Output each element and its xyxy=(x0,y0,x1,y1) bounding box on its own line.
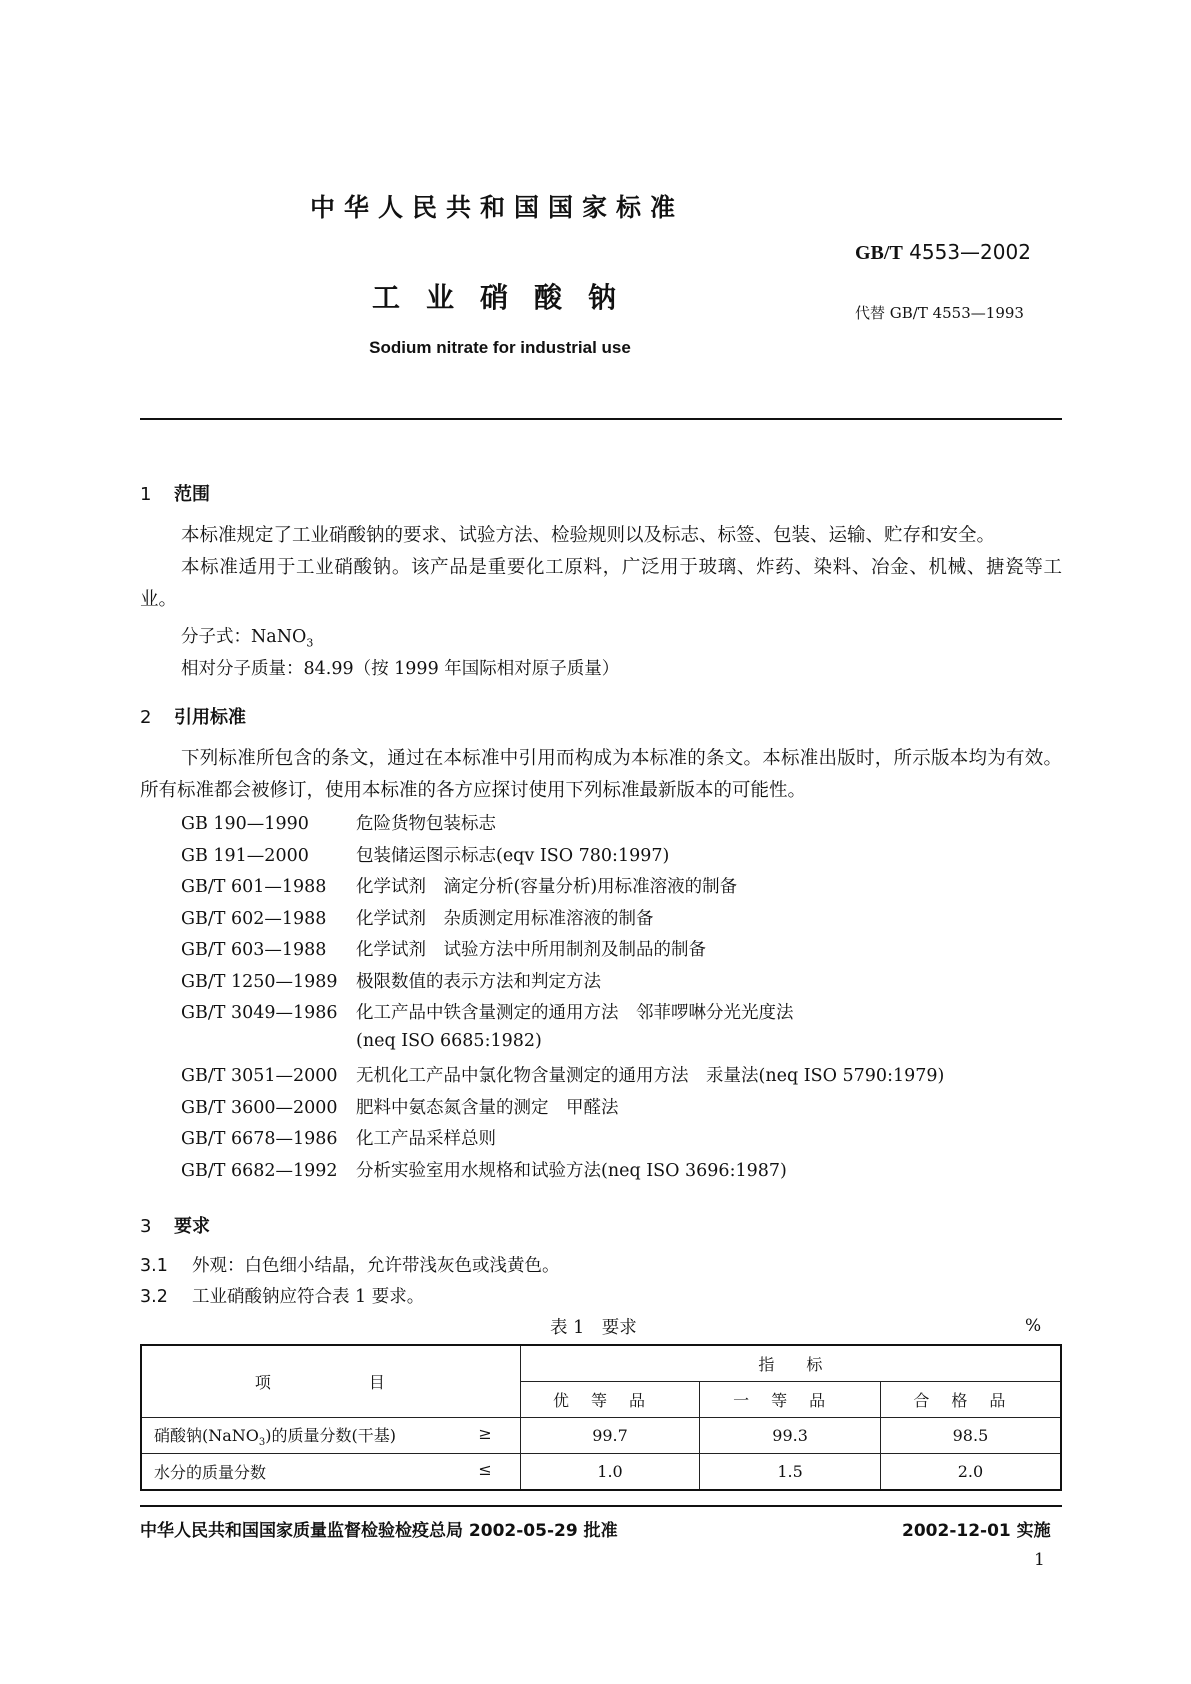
reference-title: 分析实验室用水规格和试验方法(neq ISO 3696:1987) xyxy=(356,1160,787,1181)
clause-3-2-text: 工业硝酸钠应符合表 1 要求。 xyxy=(192,1287,425,1307)
page-number: 1 xyxy=(1034,1550,1045,1570)
reference-code: GB/T 3051—2000 xyxy=(181,1066,338,1086)
reference-code: GB 190—1990 xyxy=(181,814,309,834)
reference-title: 肥料中氨态氮含量的测定 甲醛法 xyxy=(356,1097,619,1118)
requirements-table xyxy=(140,1344,1062,1491)
implementation-date: 2002-12-01 实施 xyxy=(902,1521,1051,1541)
section-2-heading xyxy=(140,703,246,729)
section-1-para-2: 本标准适用于工业硝酸钠。该产品是重要化工原料，广泛用于玻璃、炸药、染料、冶金、机械、搪瓷等工业。 xyxy=(140,557,1062,610)
clause-3-1-text: 外观：白色细小结晶，允许带浅灰色或浅黄色。 xyxy=(192,1256,560,1276)
section-1-heading xyxy=(140,480,210,506)
reference-title: 无机化工产品中氯化物含量测定的通用方法 汞量法(neq ISO 5790:1979) xyxy=(356,1066,945,1086)
reference-item xyxy=(181,810,944,842)
clause-3-1 xyxy=(140,1252,560,1277)
table-header-row xyxy=(141,1345,1061,1382)
header-item: 项 目 xyxy=(141,1345,520,1418)
normative-references-list xyxy=(181,810,944,1188)
reference-item xyxy=(181,936,944,968)
molecular-mass: 相对分子质量：84.99（按 1999 年国际相对原子质量） xyxy=(181,659,620,679)
table-caption: 表 1 要求 xyxy=(550,1318,637,1338)
section-1-title: 范围 xyxy=(174,484,210,505)
standard-code-number: 4553—2002 xyxy=(909,240,1031,264)
national-standard-title: 中华人民共和国国家标准 xyxy=(310,193,685,222)
row-label-subscript: 3 xyxy=(258,1437,266,1449)
reference-code: GB/T 601—1988 xyxy=(181,877,327,897)
reference-title: 极限数值的表示方法和判定方法 xyxy=(356,971,601,992)
reference-item xyxy=(181,873,944,905)
reference-code: GB/T 6682—1992 xyxy=(181,1160,338,1181)
reference-title: 化工产品采样总则 xyxy=(356,1129,496,1149)
grade-qualified: 合格品 xyxy=(880,1382,1061,1418)
reference-item xyxy=(181,905,944,937)
section-2-para-1: 下列标准所包含的条文，通过在本标准中引用而构成为本标准的条文。本标准出版时，所示版本均为有效。所有标准都会被修订，使用本标准的各方应探讨使用下列标准最新版本的可能性。 xyxy=(140,748,1062,801)
clause-3-2 xyxy=(140,1283,424,1308)
clause-3-1-number: 3.1 xyxy=(140,1256,168,1276)
clause-3-2-number: 3.2 xyxy=(140,1287,168,1307)
reference-item xyxy=(181,1062,944,1094)
molecular-formula xyxy=(181,623,313,650)
molecular-formula-label: 分子式：NaNO xyxy=(181,627,307,647)
section-3-title: 要求 xyxy=(174,1216,210,1237)
section-3-heading xyxy=(140,1212,210,1238)
table-row xyxy=(141,1418,1061,1454)
section-1-number: 1 xyxy=(140,484,152,505)
table-cell: 1.5 xyxy=(700,1454,881,1491)
reference-title: 化学试剂 滴定分析(容量分析)用标准溶液的制备 xyxy=(356,877,738,897)
comparison-operator: ≥ xyxy=(478,1424,492,1443)
standard-code xyxy=(855,240,1031,265)
reference-item xyxy=(181,1094,944,1126)
document-title-cn: 工业硝酸钠 xyxy=(372,281,643,314)
reference-code: GB/T 6678—1986 xyxy=(181,1129,338,1149)
table-cell: 2.0 xyxy=(880,1454,1061,1491)
reference-code: GB/T 602—1988 xyxy=(181,908,327,929)
section-2-number: 2 xyxy=(140,707,152,728)
table-row xyxy=(141,1454,1061,1491)
reference-code: GB/T 1250—1989 xyxy=(181,971,338,992)
section-3-number: 3 xyxy=(140,1216,152,1237)
document-title-en: Sodium nitrate for industrial use xyxy=(369,338,631,357)
footer-divider xyxy=(140,1505,1062,1507)
reference-item xyxy=(181,999,944,1031)
table-cell: 99.7 xyxy=(520,1418,700,1454)
reference-title: (neq ISO 6685:1982) xyxy=(356,1030,542,1051)
reference-item xyxy=(181,1125,944,1157)
section-1-para-1: 本标准规定了工业硝酸钠的要求、试验方法、检验规则以及标志、标签、包装、运输、贮存和安全。 xyxy=(181,525,996,546)
reference-code: GB/T 3600—2000 xyxy=(181,1097,338,1118)
reference-title: 化学试剂 试验方法中所用制剂及制品的制备 xyxy=(356,940,706,960)
row-label xyxy=(141,1454,520,1491)
row-label-text: 水分的质量分数 xyxy=(154,1463,267,1482)
approval-line: 中华人民共和国国家质量监督检验检疫总局 2002-05-29 批准 xyxy=(140,1521,618,1541)
reference-code: GB 191—2000 xyxy=(181,845,309,866)
section-2-title: 引用标准 xyxy=(174,707,246,728)
table-cell: 98.5 xyxy=(880,1418,1061,1454)
reference-item xyxy=(181,1157,944,1189)
reference-item xyxy=(181,842,944,874)
grade-first: 一等品 xyxy=(700,1382,881,1418)
reference-title: 化学试剂 杂质测定用标准溶液的制备 xyxy=(356,908,654,929)
replaces-standard: 代替 GB/T 4553—1993 xyxy=(855,304,1024,322)
reference-item xyxy=(181,1031,944,1063)
comparison-operator: ≤ xyxy=(478,1460,492,1479)
grade-premium: 优等品 xyxy=(520,1382,700,1418)
row-label xyxy=(141,1418,520,1454)
reference-code: GB/T 3049—1986 xyxy=(181,1003,338,1023)
reference-item xyxy=(181,968,944,1000)
molecular-formula-subscript: 3 xyxy=(306,636,314,650)
reference-title: 化工产品中铁含量测定的通用方法 邻菲啰啉分光光度法 xyxy=(356,1003,794,1023)
header-divider xyxy=(140,418,1062,420)
reference-title: 包装储运图示标志(eqv ISO 780:1997) xyxy=(356,845,670,866)
table-cell: 1.0 xyxy=(520,1454,700,1491)
reference-code: GB/T 603—1988 xyxy=(181,940,327,960)
row-label-text: 硝酸钠(NaNO xyxy=(154,1425,259,1445)
table-unit: % xyxy=(1025,1316,1042,1336)
standard-code-prefix: GB/T xyxy=(855,242,903,264)
table-cell: 99.3 xyxy=(700,1418,881,1454)
row-label-tail: )的质量分数(干基) xyxy=(265,1425,397,1445)
reference-title: 危险货物包装标志 xyxy=(356,814,496,834)
header-index: 指 标 xyxy=(520,1345,1061,1382)
